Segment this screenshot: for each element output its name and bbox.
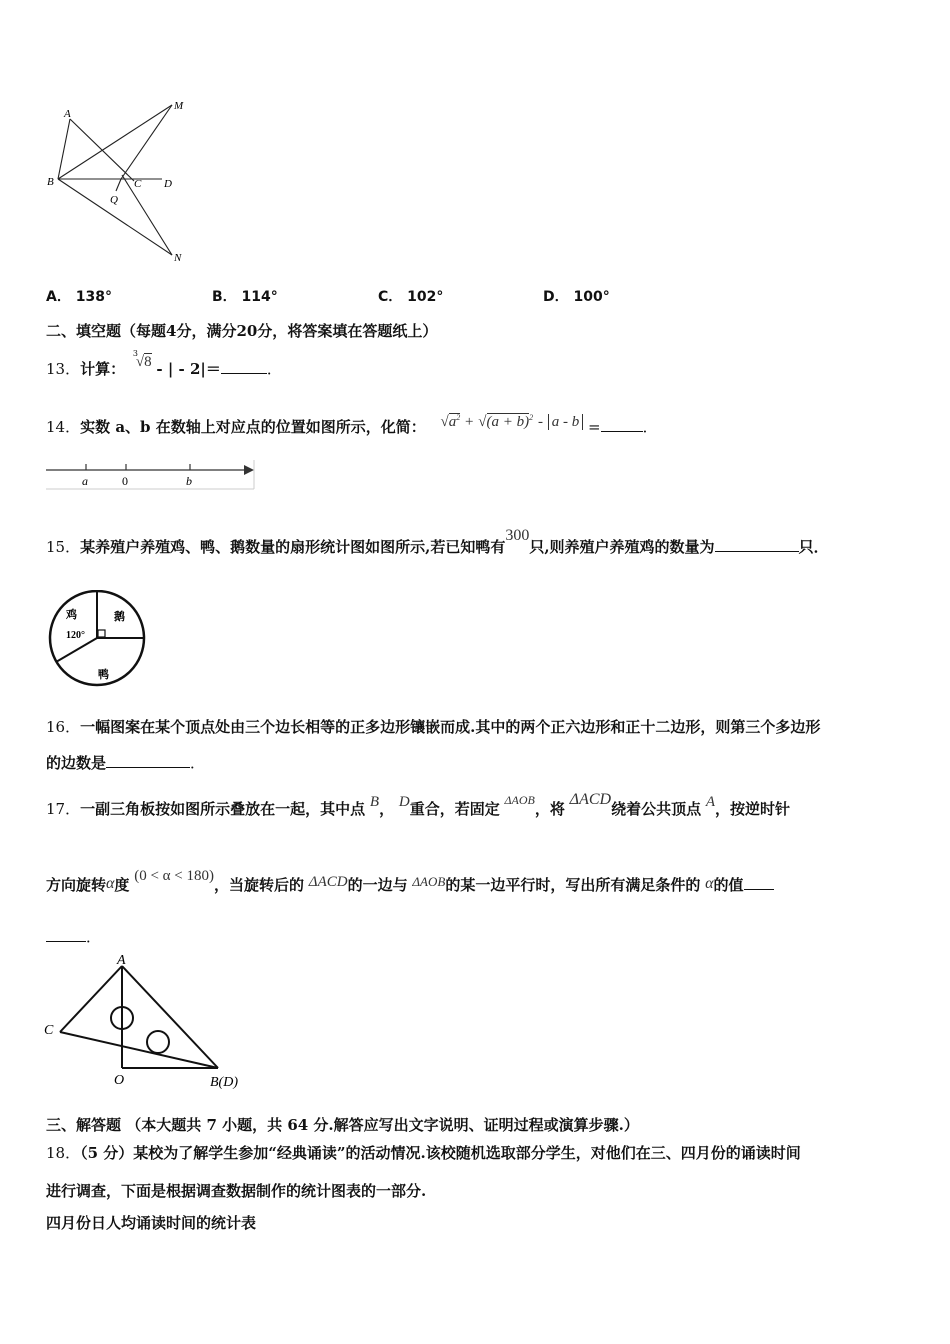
axis-label-0: 0 xyxy=(122,474,128,488)
fig-label-c: C xyxy=(44,1023,54,1038)
pie-label-goose: 鹅 xyxy=(114,611,125,623)
cube-root: 3 √8 xyxy=(132,349,152,370)
label-c: C xyxy=(134,178,142,190)
label-b: B xyxy=(47,176,54,188)
q18-line2: 进行调查，下面是根据调查数据制作的统计图表的一部分. xyxy=(46,1182,427,1200)
q14-blank xyxy=(601,417,643,432)
q13: 13．计算： 3 √8 - | - 2|＝ ． xyxy=(46,349,282,378)
q16-line1: 16．一幅图案在某个顶点处由三个边长相等的正多边形镶嵌而成.其中的两个正六边形和正十二边形，则第三个多边形 xyxy=(46,718,821,736)
pie-label-chicken: 鸡 xyxy=(66,609,77,621)
fig-label-b: B(D) xyxy=(210,1075,238,1090)
q17-line2: 方向旋转α度 (0 < α < 180)，当旋转后的 ΔACD的一边与 ΔAOB的某一边平行时，写出所有满足条件的 α的值 xyxy=(46,874,774,895)
option-a: A． 138° xyxy=(46,289,112,305)
label-m: M xyxy=(174,100,184,112)
q17-line1: 17．一副三角板按如图所示叠放在一起，其中点 B， D重合，若固定 $^{\Delta AOB}$，将 ΔACD绕着公共顶点 A，按逆时针 xyxy=(46,791,791,818)
q17-blank-b xyxy=(46,927,86,942)
label-q: Q xyxy=(110,194,118,206)
q16-line2: 的边数是 ． xyxy=(46,754,206,772)
q17-figure xyxy=(40,952,260,1092)
q18-line1: 18．（5 分）某校为了解学生参加“经典诵读”的活动情况.该校随机选取部分学生，对他们在三、四月份的诵读时间 xyxy=(46,1144,801,1162)
pie-label-angle: 120° xyxy=(66,630,85,641)
fig-label-a: A xyxy=(117,953,126,968)
axis-label-a: a xyxy=(82,474,88,488)
label-n: N xyxy=(174,252,182,264)
q18-table-title: 四月份日人均诵读时间的统计表 xyxy=(46,1214,257,1232)
section2-title: 二、填空题（每题4分，满分20分，将答案填在答题纸上） xyxy=(46,322,438,340)
option-b: B． 114° xyxy=(212,289,278,305)
q14-expression: $√a^2 + √(a + b)^2 - a - b$ xyxy=(441,412,588,430)
fig-label-o: O xyxy=(114,1073,125,1088)
label-d: D xyxy=(164,178,172,190)
axis-label-b: b xyxy=(186,474,192,488)
pie-label-duck: 鸭 xyxy=(98,669,109,681)
q13-blank xyxy=(221,359,267,374)
q17-blank-a xyxy=(744,875,774,890)
q14: 14．实数 a、b 在数轴上对应点的位置如图所示，化简： $√a^2 + √(a + b)^2 - a - b$ = ． xyxy=(46,413,658,436)
q15-blank xyxy=(715,537,799,552)
q12-figure xyxy=(40,95,200,270)
label-a: A xyxy=(64,108,71,120)
number-line xyxy=(44,458,258,492)
q16-blank xyxy=(106,753,190,768)
q15: 15．某养殖户养殖鸡、鸭、鹅数量的扇形统计图如图所示,若已知鸭有300只,则养殖户养殖鸡的数量为 只． xyxy=(46,527,829,556)
pie-chart xyxy=(46,590,148,690)
q17-line3: ． xyxy=(46,926,101,947)
section3-title: 三、解答题 （本大题共 7 小题，共 64 分.解答应写出文字说明、证明过程或演算步骤.） xyxy=(46,1116,639,1134)
option-d: D． 100° xyxy=(543,289,610,305)
option-c: C． 102° xyxy=(378,289,444,305)
